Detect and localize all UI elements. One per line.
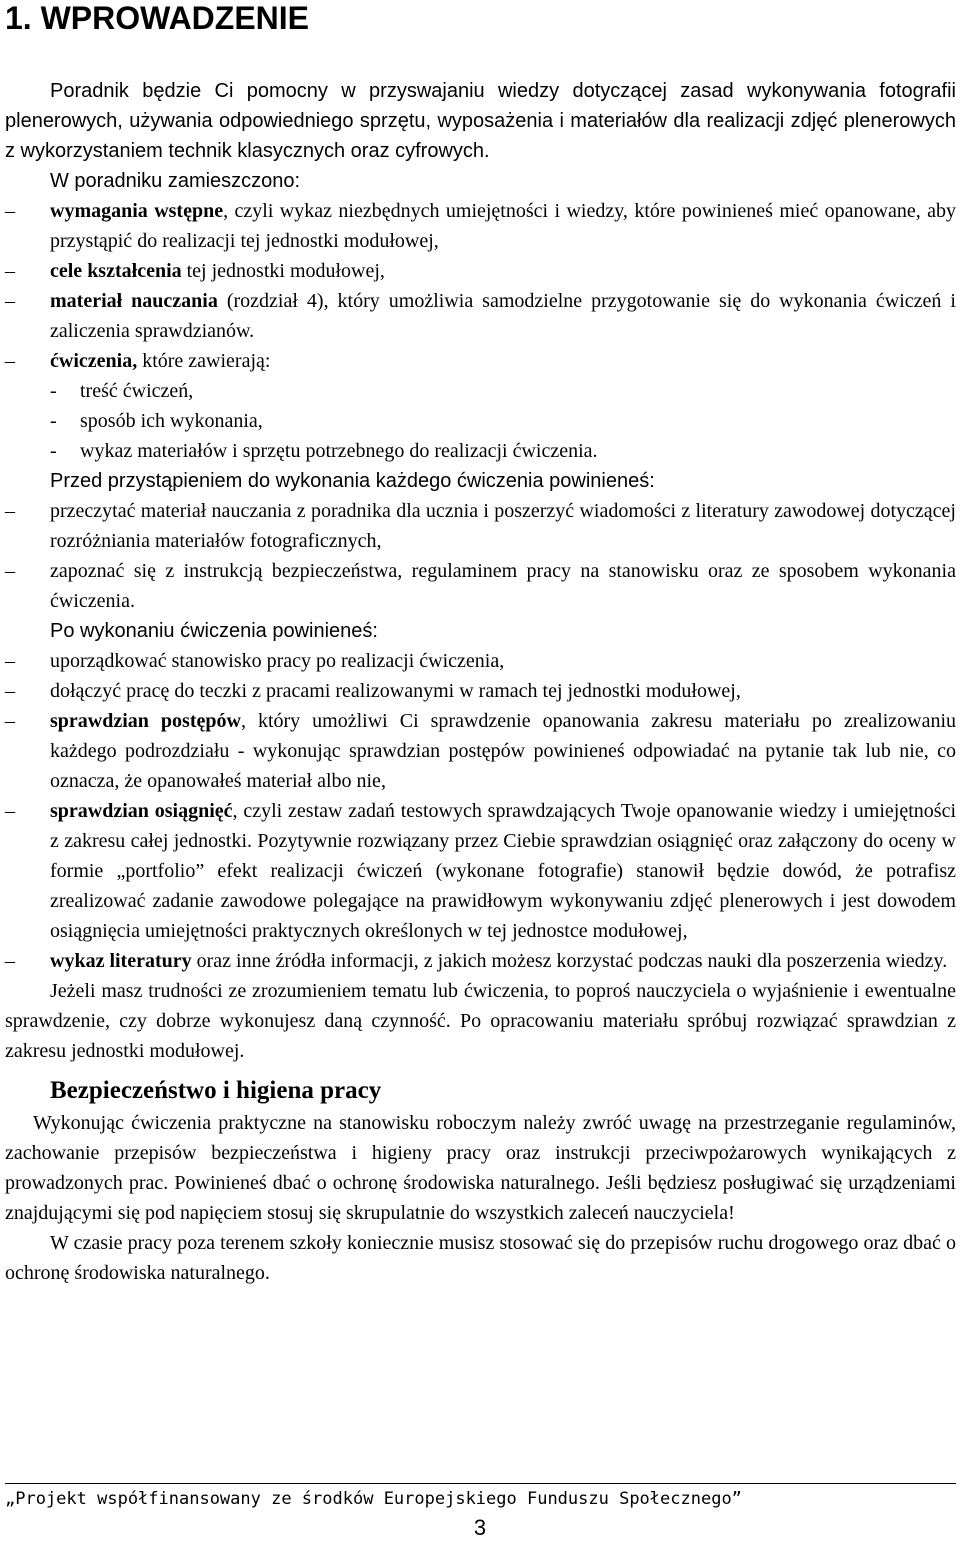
help-paragraph: Jeżeli masz trudności ze zrozumieniem tematu lub ćwiczenia, to poproś nauczyciela o wyjaśnienie i ewentualne sprawdzenie, czy dobrze wykonujesz daną czynność. Po opracowaniu materiału spróbuj rozwiązać sprawdzian z zakresu jednostki modułowej. — [5, 980, 956, 1062]
list-item — [5, 556, 956, 616]
list-item — [5, 796, 956, 946]
dash-bullet: – — [5, 710, 15, 732]
list-item — [5, 496, 956, 556]
dash-bullet: – — [5, 800, 15, 822]
list-item — [5, 946, 956, 976]
hyphen-bullet: - — [50, 410, 57, 432]
item-bold-term: wymagania wstępne — [50, 200, 224, 222]
item-text: które zawierają: — [137, 350, 271, 372]
page-number: 3 — [473, 1515, 487, 1540]
list-item — [5, 436, 956, 466]
item-text: uporządkować stanowisko pracy po realizacji ćwiczenia, — [50, 650, 505, 672]
item-text: (rozdział 4), który umożliwia samodzielne przygotowanie się do wykonania ćwiczeń i zaliczenia sprawdzianów. — [50, 290, 956, 342]
after-list — [5, 646, 956, 976]
item-bold-term: ćwiczenia, — [50, 350, 138, 372]
item-text: wykaz materiałów i sprzętu potrzebnego do realizacji ćwiczenia. — [80, 440, 598, 462]
contents-list — [5, 196, 956, 376]
item-text: , czyli zestaw zadań testowych sprawdzających Twoje opanowanie wiedzy i umiejętności z zakresu całej jednostki. Pozytywnie rozwiązany przez Ciebie sprawdzian osiągnięć oraz załączony do oceny w formie „portfolio” efekt realizacji ćwiczeń (wykonane fotografie) stanowił będzie dowód, że potrafisz zrealizować zadanie zawodowe polegające na prawidłowym wykonywaniu zdjęć plenerowych i jest dowodem osiągnięcia umiejętności praktycznych określonych w tej jednostce modułowej, — [50, 800, 956, 942]
dash-bullet: – — [5, 950, 15, 972]
footer-divider — [5, 1483, 956, 1484]
item-bold-term: sprawdzian postępów — [50, 710, 241, 732]
dash-bullet: – — [5, 500, 15, 522]
dash-bullet: – — [5, 680, 15, 702]
dash-bullet: – — [5, 260, 15, 282]
intro-paragraph: Poradnik będzie Ci pomocny w przyswajaniu wiedzy dotyczącej zasad wykonywania fotografii plenerowych, używania odpowiedniego sprzętu, wyposażenia i materiałów dla realizacji zdjęć plenerowych z wykorzystaniem technik klasycznych oraz cyfrowych. — [5, 80, 956, 162]
dash-bullet: – — [5, 350, 15, 372]
list-item — [5, 196, 956, 256]
item-text: przeczytać materiał nauczania z poradnika dla ucznia i poszerzyć wiadomości z literatury zawodowej dotyczącej rozróżniania materiałów fotograficznych, — [50, 500, 956, 552]
item-text: zapoznać się z instrukcją bezpieczeństwa, regulaminem pracy na stanowisku oraz ze sposobem wykonania ćwiczenia. — [50, 560, 956, 612]
item-bold-term: sprawdzian osiągnięć — [50, 800, 233, 822]
item-text: oraz inne źródła informacji, z jakich możesz korzystać podczas nauki dla poszerzenia wiedzy. — [191, 950, 948, 972]
before-intro: Przed przystąpieniem do wykonania każdego ćwiczenia powinieneś: — [50, 470, 655, 492]
exercise-parts-list — [5, 376, 956, 466]
list-item — [5, 256, 956, 286]
hyphen-bullet: - — [50, 440, 57, 462]
document-body — [5, 76, 956, 1288]
list-item — [5, 376, 956, 406]
dash-bullet: – — [5, 200, 15, 222]
item-text: , który umożliwi Ci sprawdzenie opanowania zakresu materiału po zrealizowaniu każdego podrozdziału - wykonując sprawdzian postępów powinieneś odpowiadać na pytanie tak lub nie, co oznacza, że opanowałeś materiał albo nie, — [50, 710, 956, 792]
safety-heading: Bezpieczeństwo i higiena pracy — [50, 1077, 382, 1104]
footer-funding-note: „Projekt współfinansowany ze środków Europejskiego Funduszu Społecznego” — [5, 1489, 742, 1509]
item-bold-term: wykaz literatury — [50, 950, 192, 972]
chapter-heading: 1. WPROWADZENIE — [5, 0, 310, 36]
item-text: tej jednostki modułowej, — [181, 260, 385, 282]
dash-bullet: – — [5, 650, 15, 672]
hyphen-bullet: - — [50, 380, 57, 402]
item-text: dołączyć pracę do teczki z pracami realizowanymi w ramach tej jednostki modułowej, — [50, 680, 741, 702]
item-text: sposób ich wykonania, — [80, 410, 263, 432]
list-item — [5, 346, 956, 376]
contents-intro: W poradniku zamieszczono: — [50, 170, 301, 192]
item-text: treść ćwiczeń, — [80, 380, 194, 402]
dash-bullet: – — [5, 560, 15, 582]
safety-paragraph-1: Wykonując ćwiczenia praktyczne na stanowisku roboczym należy zwróć uwagę na przestrzeganie regulaminów, zachowanie przepisów bezpieczeństwa i higieny pracy oraz instrukcji przeciwpożarowych wynikających z prowadzonych prac. Powinieneś dbać o ochronę środowiska naturalnego. Jeśli będziesz posługiwać się urządzeniami znajdującymi się pod napięciem stosuj się skrupulatnie do wszystkich zaleceń nauczyciela! — [5, 1112, 956, 1224]
item-bold-term: materiał nauczania — [50, 290, 218, 312]
item-bold-term: cele kształcenia — [50, 260, 182, 282]
item-text: , czyli wykaz niezbędnych umiejętności i wiedzy, które powinieneś mieć opanowane, aby przystąpić do realizacji tej jednostki modułowej, — [50, 200, 957, 252]
before-list — [5, 496, 956, 616]
list-item — [5, 406, 956, 436]
dash-bullet: – — [5, 290, 15, 312]
list-item — [5, 706, 956, 796]
list-item — [5, 676, 956, 706]
list-item — [5, 286, 956, 346]
after-intro: Po wykonaniu ćwiczenia powinieneś: — [50, 620, 378, 642]
list-item — [5, 646, 956, 676]
safety-paragraph-2: W czasie pracy poza terenem szkoły koniecznie musisz stosować się do przepisów ruchu drogowego oraz dbać o ochronę środowiska naturalnego. — [5, 1232, 956, 1284]
